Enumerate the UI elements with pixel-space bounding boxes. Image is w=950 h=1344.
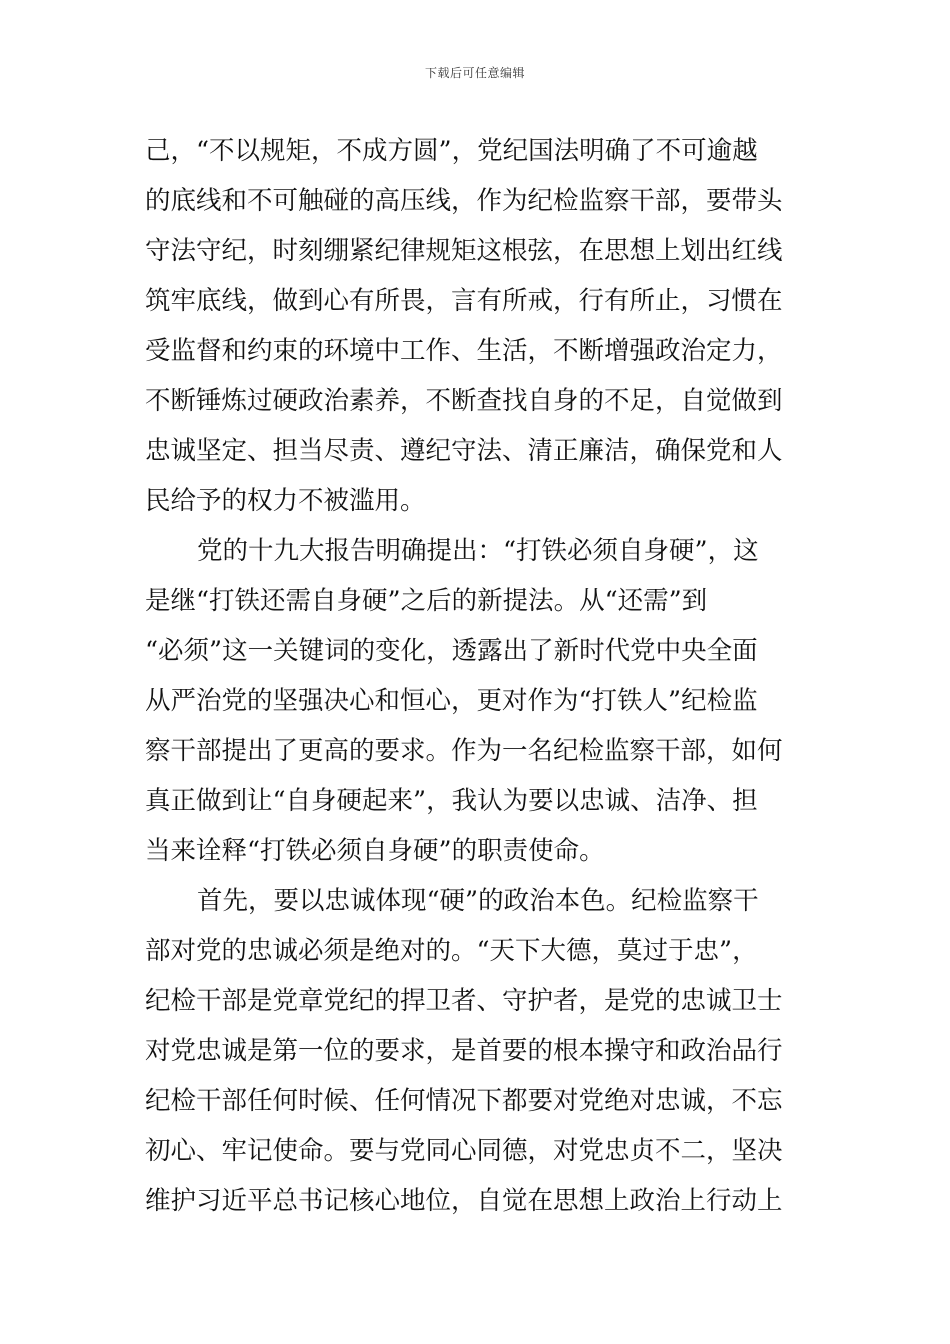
- text-line: 真正做到让“自身硬起来”，我认为要以忠诚、洁净、担: [145, 786, 758, 816]
- text-line: 的底线和不可触碰的高压线，作为纪检监察干部，要带头: [145, 186, 783, 216]
- text-line: 纪检干部任何时候、任何情况下都要对党绝对忠诚，不忘: [145, 1086, 783, 1116]
- text-line: 维护习近平总书记核心地位，自觉在思想上政治上行动上: [145, 1186, 783, 1216]
- text-line: 是继“打铁还需自身硬”之后的新提法。从“还需”到: [145, 586, 708, 616]
- text-line: 不断锤炼过硬政治素养，不断查找自身的不足，自觉做到: [145, 386, 783, 416]
- text-line: 筑牢底线，做到心有所畏，言有所戒，行有所止，习惯在: [145, 286, 783, 316]
- text-line: 守法守纪，时刻绷紧纪律规矩这根弦，在思想上划出红线: [145, 236, 783, 266]
- text-line: “必须”这一关键词的变化，透露出了新时代党中央全面: [145, 636, 758, 666]
- page-header-caption: 下载后可任意编辑: [424, 66, 525, 80]
- text-line: 纪检干部是党章党纪的捍卫者、守护者，是党的忠诚卫士: [145, 986, 783, 1016]
- text-line: 从严治党的坚强决心和恒心，更对作为“打铁人”纪检监: [145, 686, 758, 716]
- text-line: 当来诠释“打铁必须自身硬”的职责使命。: [145, 836, 605, 866]
- text-line: 初心、牢记使命。要与党同心同德，对党忠贞不二，坚决: [145, 1136, 783, 1166]
- text-line: 察干部提出了更高的要求。作为一名纪检监察干部，如何: [145, 736, 783, 766]
- text-line: 己，“不以规矩，不成方圆”，党纪国法明确了不可逾越: [145, 136, 758, 166]
- text-line: 部对党的忠诚必须是绝对的。“天下大德，莫过于忠”，: [145, 936, 758, 966]
- text-line: 受监督和约束的环境中工作、生活，不断增强政治定力，: [145, 336, 783, 366]
- text-line: 民给予的权力不被滥用。: [145, 486, 426, 516]
- paragraph-first-line: 党的十九大报告明确提出：“打铁必须自身硬”，这: [197, 536, 759, 566]
- text-line: 对党忠诚是第一位的要求，是首要的根本操守和政治品行: [145, 1036, 783, 1066]
- text-line: 忠诚坚定、担当尽责、遵纪守法、清正廉洁，确保党和人: [145, 436, 783, 466]
- paragraph-first-line: 首先，要以忠诚体现“硬”的政治本色。纪检监察干: [197, 886, 759, 916]
- document-body: [145, 126, 807, 1226]
